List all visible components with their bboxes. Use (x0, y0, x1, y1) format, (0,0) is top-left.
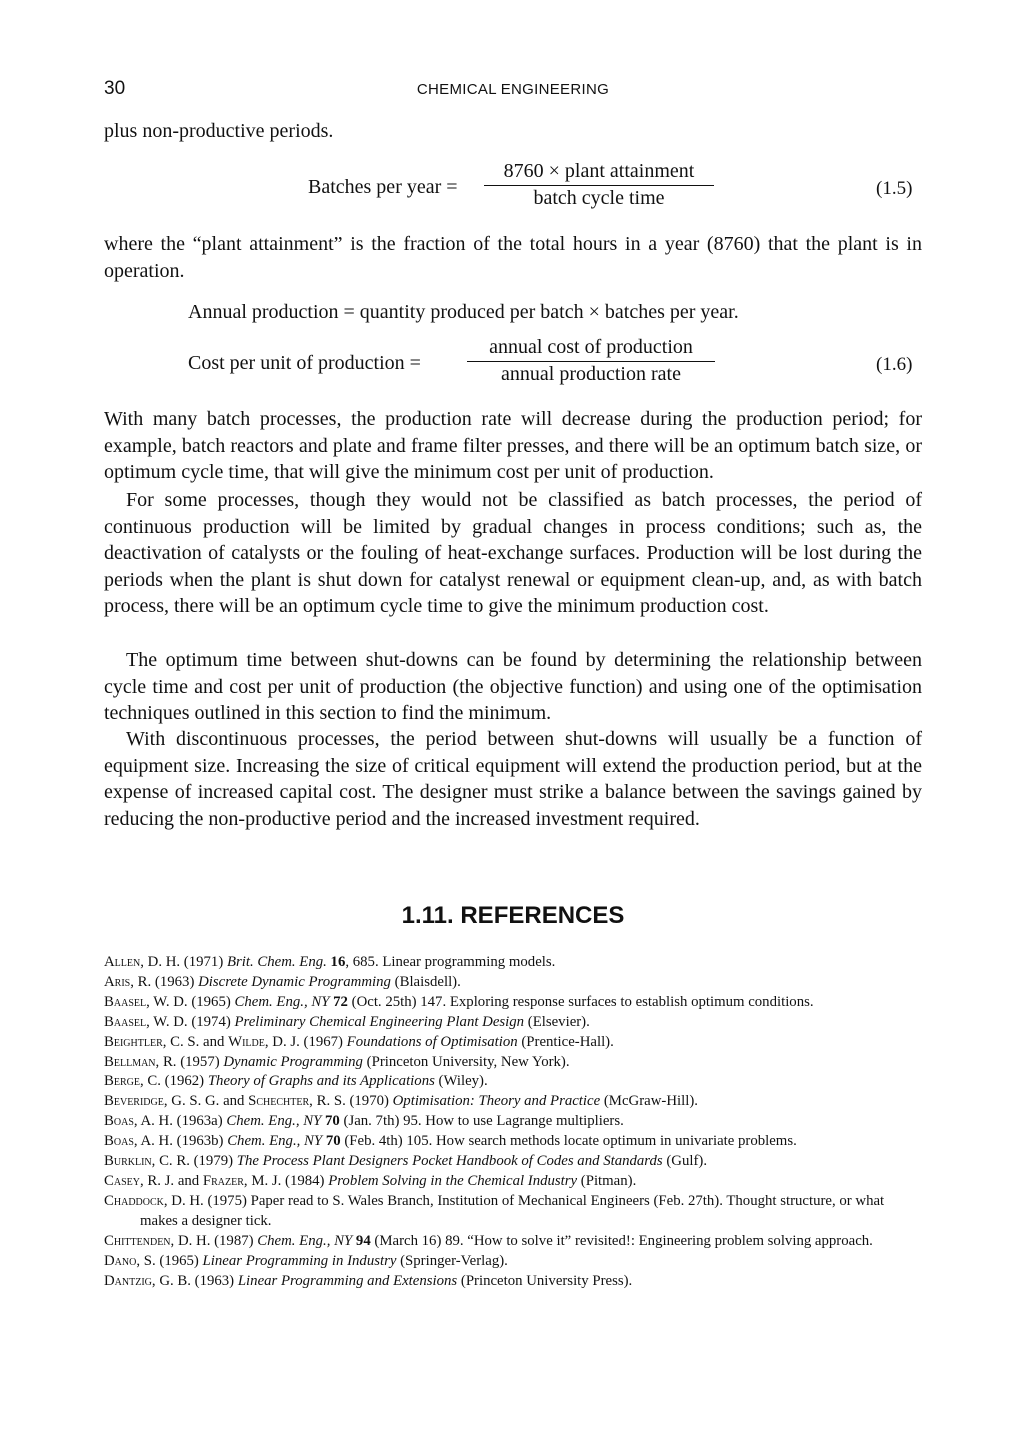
reference-pub-run: Dynamic Programming (223, 1053, 363, 1070)
reference-pub-run: Optimisation: Theory and Practice (392, 1093, 601, 1110)
reference-pub-run: (March 16) 89. “How to solve it” revisited!: Engineering problem solving approach. (370, 1232, 873, 1249)
paragraph-where: where the “plant attainment” is the fraction of the total hours in a year (8760) that the plant is in operation. (104, 233, 922, 282)
reference-authors-run: Bellman (104, 1053, 156, 1070)
reference-authors-run: Casey (104, 1172, 140, 1189)
reference-pub-run: (Springer-Verlag). (396, 1252, 508, 1269)
reference-pub-run: (Princeton University Press). (457, 1272, 633, 1289)
reference-entry: Dano, S. (1965) Linear Programming in Industry (Springer-Verlag). (104, 1252, 508, 1269)
eq1-lhs: Batches per year = (308, 176, 458, 198)
reference-authors-run: Berge (104, 1073, 140, 1090)
reference-pub-run: Paper read to S. Wales Branch, Institution of Mechanical Engineers (Feb. 27th). Thought structure, or what makes a designer tick. (140, 1192, 885, 1229)
reference-entry: Allen, D. H. (1971) Brit. Chem. Eng. 16, 685. Linear programming models. (104, 954, 556, 970)
reference-pub-run: (Oct. 25th) 147. Exploring response surfaces to establish optimum conditions. (347, 993, 814, 1010)
running-header (104, 78, 922, 102)
reference-authors-run: R. J. and (147, 1172, 203, 1189)
reference-entry: Chaddock, D. H. (1975) Paper read to S. Wales Branch, Institution of Mechanical Engineers (Feb. 27th). Thought structure, or what makes a designer tick. (104, 1192, 885, 1229)
intro-line: plus non-productive periods. (104, 120, 334, 142)
reference-list (104, 953, 922, 1291)
reference-entry: Casey, R. J. and Frazer, M. J. (1984) Problem Solving in the Chemical Industry (Pitman). (104, 1172, 637, 1189)
reference-pub-run: Chem. Eng., NY (257, 1232, 353, 1249)
reference-entry: Dantzig, G. B. (1963) Linear Programming and Extensions (Princeton University Press). (104, 1272, 633, 1289)
eq1-number: (1.5) (876, 178, 913, 199)
reference-authors-run: D. H. (1975) (171, 1192, 251, 1209)
reference-authors-run: W. D. (1965) (153, 993, 235, 1010)
reference-pub-run: (Prentice-Hall). (517, 1033, 614, 1050)
reference-entry: Boas, A. H. (1963a) Chem. Eng., NY 70 (Jan. 7th) 95. How to use Lagrange multipliers. (104, 1113, 624, 1130)
eq1-denominator: batch cycle time (533, 187, 665, 209)
eq2-denominator: annual production rate (501, 363, 681, 385)
reference-pub-run: (Gulf). (662, 1153, 708, 1170)
reference-pub-run: Discrete Dynamic Programming (198, 973, 391, 990)
reference-entry: Beightler, C. S. and Wilde, D. J. (1967) Foundations of Optimisation (Prentice-Hall). (104, 1033, 614, 1050)
reference-authors-run: Allen (104, 954, 141, 970)
paragraph-3: The optimum time between shut-downs can be found by determining the relationship between cycle time and cost per unit of production (the objective function) and using one of the optimisation techniques outlined in this section to find the minimum. (104, 649, 922, 725)
reference-pub-run: 70 (325, 1113, 340, 1130)
reference-entry: Boas, A. H. (1963b) Chem. Eng., NY 70 (Feb. 4th) 105. How search methods locate optimum in univariate problems. (104, 1133, 797, 1150)
reference-pub-run: (Pitman). (577, 1172, 637, 1189)
reference-entry: Berge, C. (1962) Theory of Graphs and its Applications (Wiley). (104, 1073, 488, 1090)
reference-pub-run: (Jan. 7th) 95. How to use Lagrange multipliers. (339, 1113, 624, 1130)
reference-entry: Bellman, R. (1957) Dynamic Programming (Princeton University, New York). (104, 1053, 570, 1070)
eq1-fraction (484, 160, 714, 210)
reference-authors-run: Chaddock (104, 1192, 164, 1209)
equation-annual-production: Annual production = quantity produced per batch × batches per year. (188, 301, 739, 323)
reference-authors-run: Baasel (104, 1013, 147, 1030)
reference-authors-run: G. B. (1963) (159, 1272, 238, 1289)
reference-authors-run: C. S. and (170, 1033, 229, 1050)
reference-authors-run: Dantzig (104, 1272, 152, 1289)
reference-authors-run: Burklin (104, 1153, 152, 1170)
reference-authors-run: A. H. (1963b) (140, 1133, 228, 1150)
reference-authors-run: C. R. (1979) (159, 1153, 237, 1170)
reference-authors-run: D. H. (1971) (147, 954, 227, 970)
reference-authors-run: Boas (104, 1113, 134, 1130)
reference-pub-run: , 685. Linear programming models. (345, 954, 556, 970)
reference-pub-run: (McGraw-Hill). (600, 1093, 698, 1110)
page-number: 30 (104, 78, 126, 99)
reference-authors-run: M. J. (1984) (251, 1172, 329, 1189)
reference-authors-run: Chittenden (104, 1232, 171, 1249)
reference-authors-run: G. S. G. and (171, 1093, 249, 1110)
eq2-lhs: Cost per unit of production = (188, 352, 421, 374)
paragraph-1: With many batch processes, the production rate will decrease during the production period; for example, batch reactors and plate and frame filter presses, and there will be an optimum batch size, or optimum cycle time, that will give the minimum cost per unit of production. (104, 408, 922, 484)
paragraph-2: For some processes, though they would not be classified as batch processes, the period of continuous production will be limited by gradual changes in process conditions; such as, the deactivation of catalysts or the fouling of heat-exchange surfaces. Production will be lost during the periods when the plant is shut down for catalyst renewal or equipment clean-up, and, as with batch process, there will be an optimum cycle time to give the minimum production cost. (104, 489, 922, 618)
reference-pub-run: (Feb. 4th) 105. How search methods locate optimum in univariate problems. (340, 1133, 797, 1150)
reference-entry: Baasel, W. D. (1965) Chem. Eng., NY 72 (Oct. 25th) 147. Exploring response surfaces to establish optimum conditions. (104, 993, 814, 1010)
reference-authors-run: Frazer (202, 1172, 244, 1189)
reference-pub-run: Linear Programming and Extensions (237, 1272, 458, 1289)
reference-pub-run: 72 (333, 993, 348, 1010)
eq2-fraction (467, 336, 715, 386)
reference-pub-run: (Blaisdell). (390, 973, 461, 990)
reference-authors-run: W. D. (1974) (153, 1013, 235, 1030)
reference-authors-run: R. (1957) (162, 1053, 224, 1070)
reference-pub-run: 70 (325, 1133, 341, 1150)
reference-entry: Chittenden, D. H. (1987) Chem. Eng., NY 94 (March 16) 89. “How to solve it” revisited!: Engineering problem solving approach. (104, 1232, 873, 1249)
section-heading-references: 1.11. REFERENCES (401, 902, 625, 929)
reference-pub-run: Foundations of Optimisation (346, 1033, 518, 1050)
reference-pub-run: Problem Solving in the Chemical Industry (328, 1172, 578, 1189)
paragraph-4: With discontinuous processes, the period between shut-downs will usually be a function of equipment size. Increasing the size of critical equipment will extend the production period, but at the expense of increased capital cost. The designer must strike a balance between the savings gained by reducing the non-productive period and the increased investment required. (104, 728, 922, 830)
reference-authors-run: R. (1963) (137, 973, 199, 990)
reference-pub-run: Preliminary Chemical Engineering Plant Design (234, 1013, 525, 1030)
reference-authors-run: A. H. (1963a) (140, 1113, 227, 1130)
reference-pub-run: Chem. Eng., NY (227, 1133, 323, 1150)
reference-authors-run: D. J. (1967) (272, 1033, 347, 1050)
reference-pub-run: Theory of Graphs and its Applications (207, 1073, 435, 1090)
eq2-number: (1.6) (876, 354, 913, 375)
running-title: CHEMICAL ENGINEERING (416, 81, 610, 98)
reference-entry: Burklin, C. R. (1979) The Process Plant Designers Pocket Handbook of Codes and Standards (Gulf). (104, 1153, 708, 1170)
reference-entry: Aris, R. (1963) Discrete Dynamic Programming (Blaisdell). (104, 973, 461, 990)
reference-authors-run: Dano (104, 1252, 137, 1269)
reference-authors-run: R. S. (1970) (316, 1093, 393, 1110)
reference-authors-run: Baasel (104, 993, 147, 1010)
reference-authors-run: C. (1962) (147, 1073, 208, 1090)
reference-entry: Baasel, W. D. (1974) Preliminary Chemical Engineering Plant Design (Elsevier). (104, 1013, 590, 1030)
reference-pub-run: Chem. Eng., NY (234, 993, 330, 1010)
reference-pub-run: 94 (355, 1232, 371, 1249)
reference-authors-run: Beightler (104, 1033, 163, 1050)
reference-pub-run: The Process Plant Designers Pocket Handbook of Codes and Standards (236, 1153, 663, 1170)
reference-authors-run: Boas (104, 1133, 134, 1150)
reference-pub-run: 16 (330, 954, 346, 970)
eq1-numerator: 8760 × plant attainment (503, 160, 695, 182)
reference-authors-run: S. (1965) (143, 1252, 203, 1269)
reference-pub-run: (Princeton University, New York). (362, 1053, 570, 1070)
reference-pub-run: (Elsevier). (524, 1013, 590, 1030)
reference-pub-run: Chem. Eng., NY (226, 1113, 322, 1130)
reference-authors-run: Wilde (228, 1033, 265, 1050)
reference-authors-run: Schechter (248, 1093, 310, 1110)
reference-pub-run: Linear Programming in Industry (202, 1252, 397, 1269)
eq2-numerator: annual cost of production (489, 336, 693, 358)
reference-pub-run: (Wiley). (434, 1073, 488, 1090)
reference-authors-run: Aris (104, 973, 131, 990)
reference-entry: Beveridge, G. S. G. and Schechter, R. S. (1970) Optimisation: Theory and Practice (McGraw-Hill). (104, 1093, 698, 1110)
reference-pub-run: Brit. Chem. Eng. (226, 954, 327, 970)
reference-authors-run: D. H. (1987) (177, 1232, 258, 1249)
reference-authors-run: Beveridge (104, 1093, 164, 1110)
